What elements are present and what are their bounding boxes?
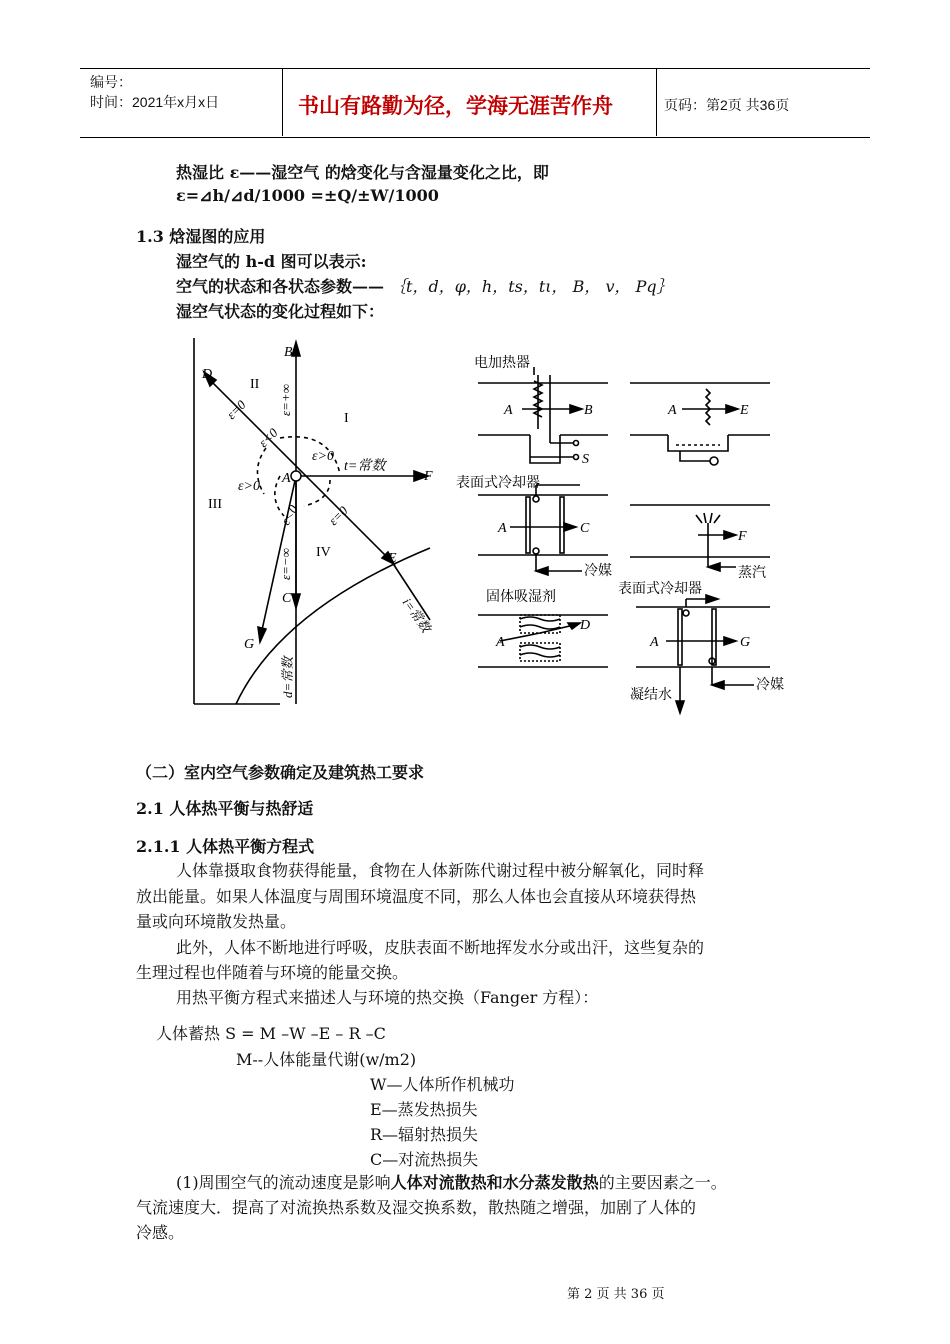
label-B: B — [284, 345, 293, 360]
paragraph-line: 生理过程也伴随着与环境的能量交换。 — [136, 963, 409, 982]
eps0-upper-label: ε=0 — [223, 397, 249, 423]
surface-cooler-1-label: 表面式冷却器 — [456, 474, 540, 490]
label-F: F — [424, 469, 433, 484]
eps-gt0-left-label: ε>0 — [238, 479, 260, 494]
paragraph-line: 放出能量。如果人体温度与周围环境温度不同，那么人体也会直接从环境获得热 — [136, 887, 697, 906]
t-const-label: t=常数 — [344, 459, 386, 474]
section-2-heading: （二）室内空气参数确定及建筑热工要求 — [136, 763, 425, 782]
d-const-label: d=常数 — [280, 656, 295, 698]
paragraph-line: 此外，人体不断地进行呼吸，皮肤表面不断地挥发水分或出汗，这些复杂的 — [176, 938, 705, 957]
paragraph-line: 用热平衡方程式来描述人与环境的热交换（Fanger 方程）： — [176, 988, 599, 1007]
footer-page-number: 第 2 页 共 36 页 — [567, 1287, 665, 1302]
paragraph-4-part-b: 的主要因素之一。 — [598, 1173, 727, 1192]
panel5-label-D: D — [580, 618, 591, 633]
label-E: E — [388, 551, 397, 566]
header-time-label: 时间：2021年x月x日 — [90, 94, 220, 110]
section-1-3-heading: 1.3 焓湿图的应用 — [136, 227, 266, 246]
section-1-3-line2-label: 空气的状态和各状态参数—— — [176, 277, 385, 296]
eps-lt0-lower-label: ε<0 — [277, 502, 301, 528]
eps-pos-inf-label: ε=+∞ — [278, 384, 293, 416]
section-2-1-1-heading: 2.1.1 人体热平衡方程式 — [136, 837, 315, 856]
steam-label: 蒸汽 — [738, 564, 766, 580]
section-1-3-line1: 湿空气的 h-d 图可以表示: — [176, 252, 367, 271]
state-parameters: ｛t，d，φ，h，ts，tι， B， v， Pq｝ — [390, 277, 673, 296]
paragraph-line: 冷感。 — [136, 1223, 185, 1242]
equation-term-M: M--人体能量代谢(w/m2) — [236, 1050, 417, 1069]
refrigerant-1-label: 冷媒 — [584, 562, 612, 578]
refrigerant-2-label: 冷媒 — [756, 676, 784, 692]
equation-term-E: E—蒸发热损失 — [370, 1100, 478, 1119]
panel1-label-B: B — [584, 403, 593, 418]
zone-IV-label: IV — [316, 545, 331, 560]
humidity-ratio-formula: ε=⊿h/⊿d/1000 =±Q/±W/1000 — [176, 186, 439, 205]
panel3-label-C: C — [580, 521, 590, 536]
panel2-label-A: A — [668, 403, 677, 418]
humidity-ratio-definition: 热湿比 ε——湿空气 的焓变化与含湿量变化之比，即 — [176, 163, 549, 182]
panel2-label-E: E — [740, 403, 749, 418]
equation-term-R: R—辐射热损失 — [370, 1125, 479, 1144]
panel5-label-A: A — [496, 635, 505, 650]
section-2-1-heading: 2.1 人体热平衡与热舒适 — [136, 799, 314, 818]
header-divider — [656, 68, 657, 136]
label-C: C — [282, 591, 292, 606]
paragraph-4-part-a: (1)周围空气的流动速度是影响 — [176, 1173, 391, 1192]
header-number-label: 编号： — [90, 74, 132, 90]
equation-term-C: C—对流热损失 — [370, 1150, 479, 1169]
panel1-label-S: S — [582, 452, 589, 467]
solid-desiccant-label: 固体吸湿剂 — [486, 588, 556, 604]
label-D: D — [202, 367, 213, 382]
i-const-label: i=常数 — [399, 595, 434, 636]
header-page-label: 页码：第2页 共36页 — [664, 97, 790, 113]
label-G: G — [244, 637, 255, 652]
surface-cooler-2-label: 表面式冷却器 — [618, 580, 702, 596]
hd-chart-diagram — [180, 330, 450, 710]
process-equipment-diagram — [456, 345, 800, 715]
paragraph-line: 气流速度大．提高了对流换热系数及湿交换系数，散热随之增强，加剧了人体的 — [136, 1198, 697, 1217]
condensate-label: 凝结水 — [630, 686, 672, 702]
paragraph-line: 人体靠摄取食物获得能量，食物在人体新陈代谢过程中被分解氧化，同时释 — [176, 861, 705, 880]
panel6-label-A: A — [650, 635, 659, 650]
equation-term-W: W—人体所作机械功 — [370, 1075, 515, 1094]
electric-heater-label: 电加热器 — [474, 354, 530, 370]
zone-II-label: II — [250, 377, 260, 392]
panel1-label-A: A — [504, 403, 513, 418]
label-A: A — [282, 471, 291, 486]
heat-balance-equation: 人体蓄热 S = M –W –E – R –C — [156, 1024, 386, 1043]
header-motto: 书山有路勤为径，学海无涯苦作舟 — [298, 93, 613, 118]
panel6-label-G: G — [740, 635, 751, 650]
panel4-label-F: F — [738, 529, 747, 544]
panel3-label-A: A — [498, 521, 507, 536]
eps-gt0-right-label: ε>0 — [312, 449, 334, 464]
paragraph-line: 量或向环境散发热量。 — [136, 912, 297, 931]
paragraph-4-emphasis: 人体对流散热和水分蒸发散热 — [390, 1173, 599, 1192]
zone-I-label: I — [344, 411, 349, 426]
zone-III-label: III — [208, 497, 222, 512]
header-divider — [282, 68, 283, 136]
eps-neg-inf-label: ε=−∞ — [278, 548, 293, 580]
section-1-3-line3: 湿空气状态的变化过程如下： — [176, 302, 385, 321]
eps-lt0-upper-label: ε<0 — [255, 425, 281, 451]
eps0-lower-label: ε=0 — [325, 503, 351, 529]
